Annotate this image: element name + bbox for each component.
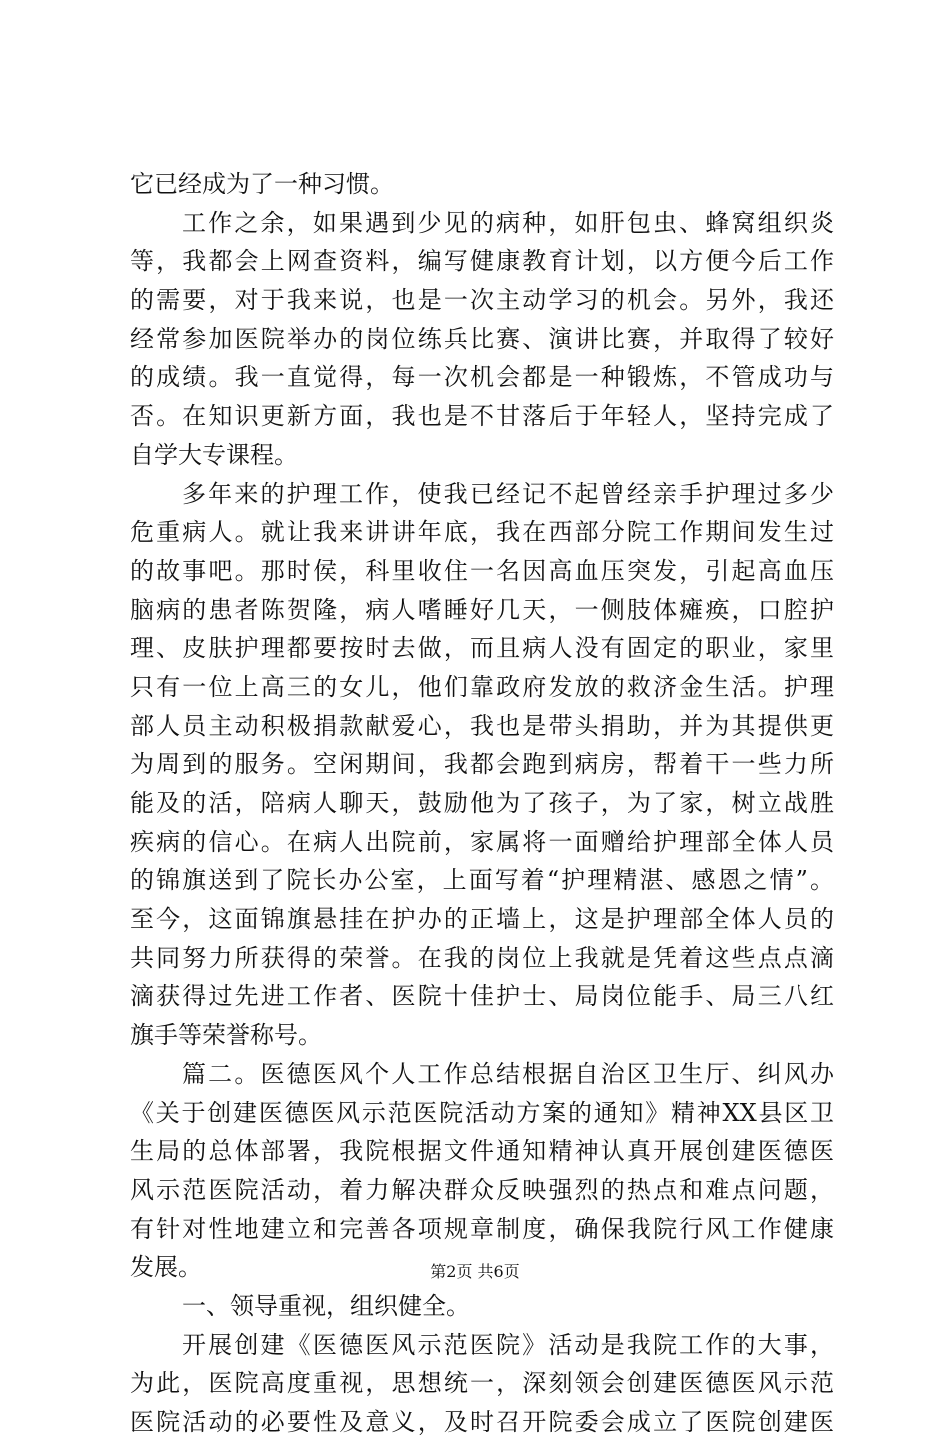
text-line: 疾病的信心。在病人出院前，家属将一面赠给护理部全体人员 <box>130 827 834 856</box>
document-body <box>130 165 834 1442</box>
text-line: 只有一位上高三的女儿，他们靠政府发放的救济金生活。护理 <box>130 672 834 701</box>
text-line: 滴获得过先进工作者、医院十佳护士、局岗位能手、局三八红 <box>130 982 834 1011</box>
text-line: 开展创建《医德医风示范医院》活动是我院工作的大事， <box>182 1330 834 1359</box>
text-line: 一、领导重视，组织健全。 <box>182 1291 470 1320</box>
text-line: 风示范医院活动，着力解决群众反映强烈的热点和难点问题， <box>130 1175 834 1204</box>
text-line: 为此，医院高度重视，思想统一，深刻领会创建医德医风示范 <box>130 1369 834 1398</box>
text-line: 能及的活，陪病人聊天，鼓励他为了孩子，为了家，树立战胜 <box>130 789 834 817</box>
text-line: 为周到的服务。空闲期间，我都会跑到病房，帮着干一些力所 <box>130 750 834 779</box>
text-line: 等，我都会上网查资料，编写健康教育计划，以方便今后工作 <box>130 247 834 276</box>
text-line: 共同努力所获得的荣誉。在我的岗位上我就是凭着这些点点滴 <box>130 943 834 972</box>
text-line: 《关于创建医德医风示范医院活动方案的通知》精神XX县区卫 <box>130 1098 834 1127</box>
text-line: 理、皮肤护理都要按时去做，而且病人没有固定的职业，家里 <box>130 634 834 663</box>
text-line: 的成绩。我一直觉得，每一次机会都是一种锻炼，不管成功与 <box>130 363 834 392</box>
text-line: 部人员主动积极捐款献爱心，我也是带头捐助，并为其提供更 <box>130 711 834 740</box>
text-line: 经常参加医院举办的岗位练兵比赛、演讲比赛，并取得了较好 <box>130 324 834 353</box>
page-footer: 第2页 共6页 <box>430 1262 520 1281</box>
text-line: 发展。 <box>130 1253 202 1282</box>
text-line: 医院活动的必要性及意义，及时召开院委会成立了医院创建医 <box>130 1408 834 1436</box>
text-line: 至今，这面锦旗悬挂在护办的正墙上，这是护理部全体人员的 <box>130 905 834 934</box>
text-line: 篇二。医德医风个人工作总结根据自治区卫生厅、纠风办 <box>182 1059 834 1088</box>
text-line: 的故事吧。那时侯，科里收住一名因高血压突发，引起高血压 <box>130 556 834 585</box>
text-line: 脑病的患者陈贺隆，病人嗜睡好几天，一侧肢体瘫痪，口腔护 <box>130 595 834 624</box>
text-line: 的需要，对于我来说，也是一次主动学习的机会。另外，我还 <box>130 286 834 315</box>
text-line: 工作之余，如果遇到少见的病种，如肝包虫、蜂窝组织炎 <box>182 208 834 237</box>
text-line: 否。在知识更新方面，我也是不甘落后于年轻人，坚持完成了 <box>130 402 834 431</box>
text-line: 它已经成为了一种习惯。 <box>130 170 394 198</box>
text-line: 自学大专课程。 <box>130 440 298 469</box>
text-line: 生局的总体部署，我院根据文件通知精神认真开展创建医德医 <box>130 1137 834 1166</box>
text-line: 的锦旗送到了院长办公室，上面写着“护理精湛、感恩之情”。 <box>130 866 834 895</box>
text-line: 旗手等荣誉称号。 <box>130 1021 322 1050</box>
text-line: 多年来的护理工作，使我已经记不起曾经亲手护理过多少 <box>182 479 834 508</box>
text-line: 危重病人。就让我来讲讲年底，我在西部分院工作期间发生过 <box>130 518 834 547</box>
text-line: 有针对性地建立和完善各项规章制度，确保我院行风工作健康 <box>130 1214 834 1243</box>
